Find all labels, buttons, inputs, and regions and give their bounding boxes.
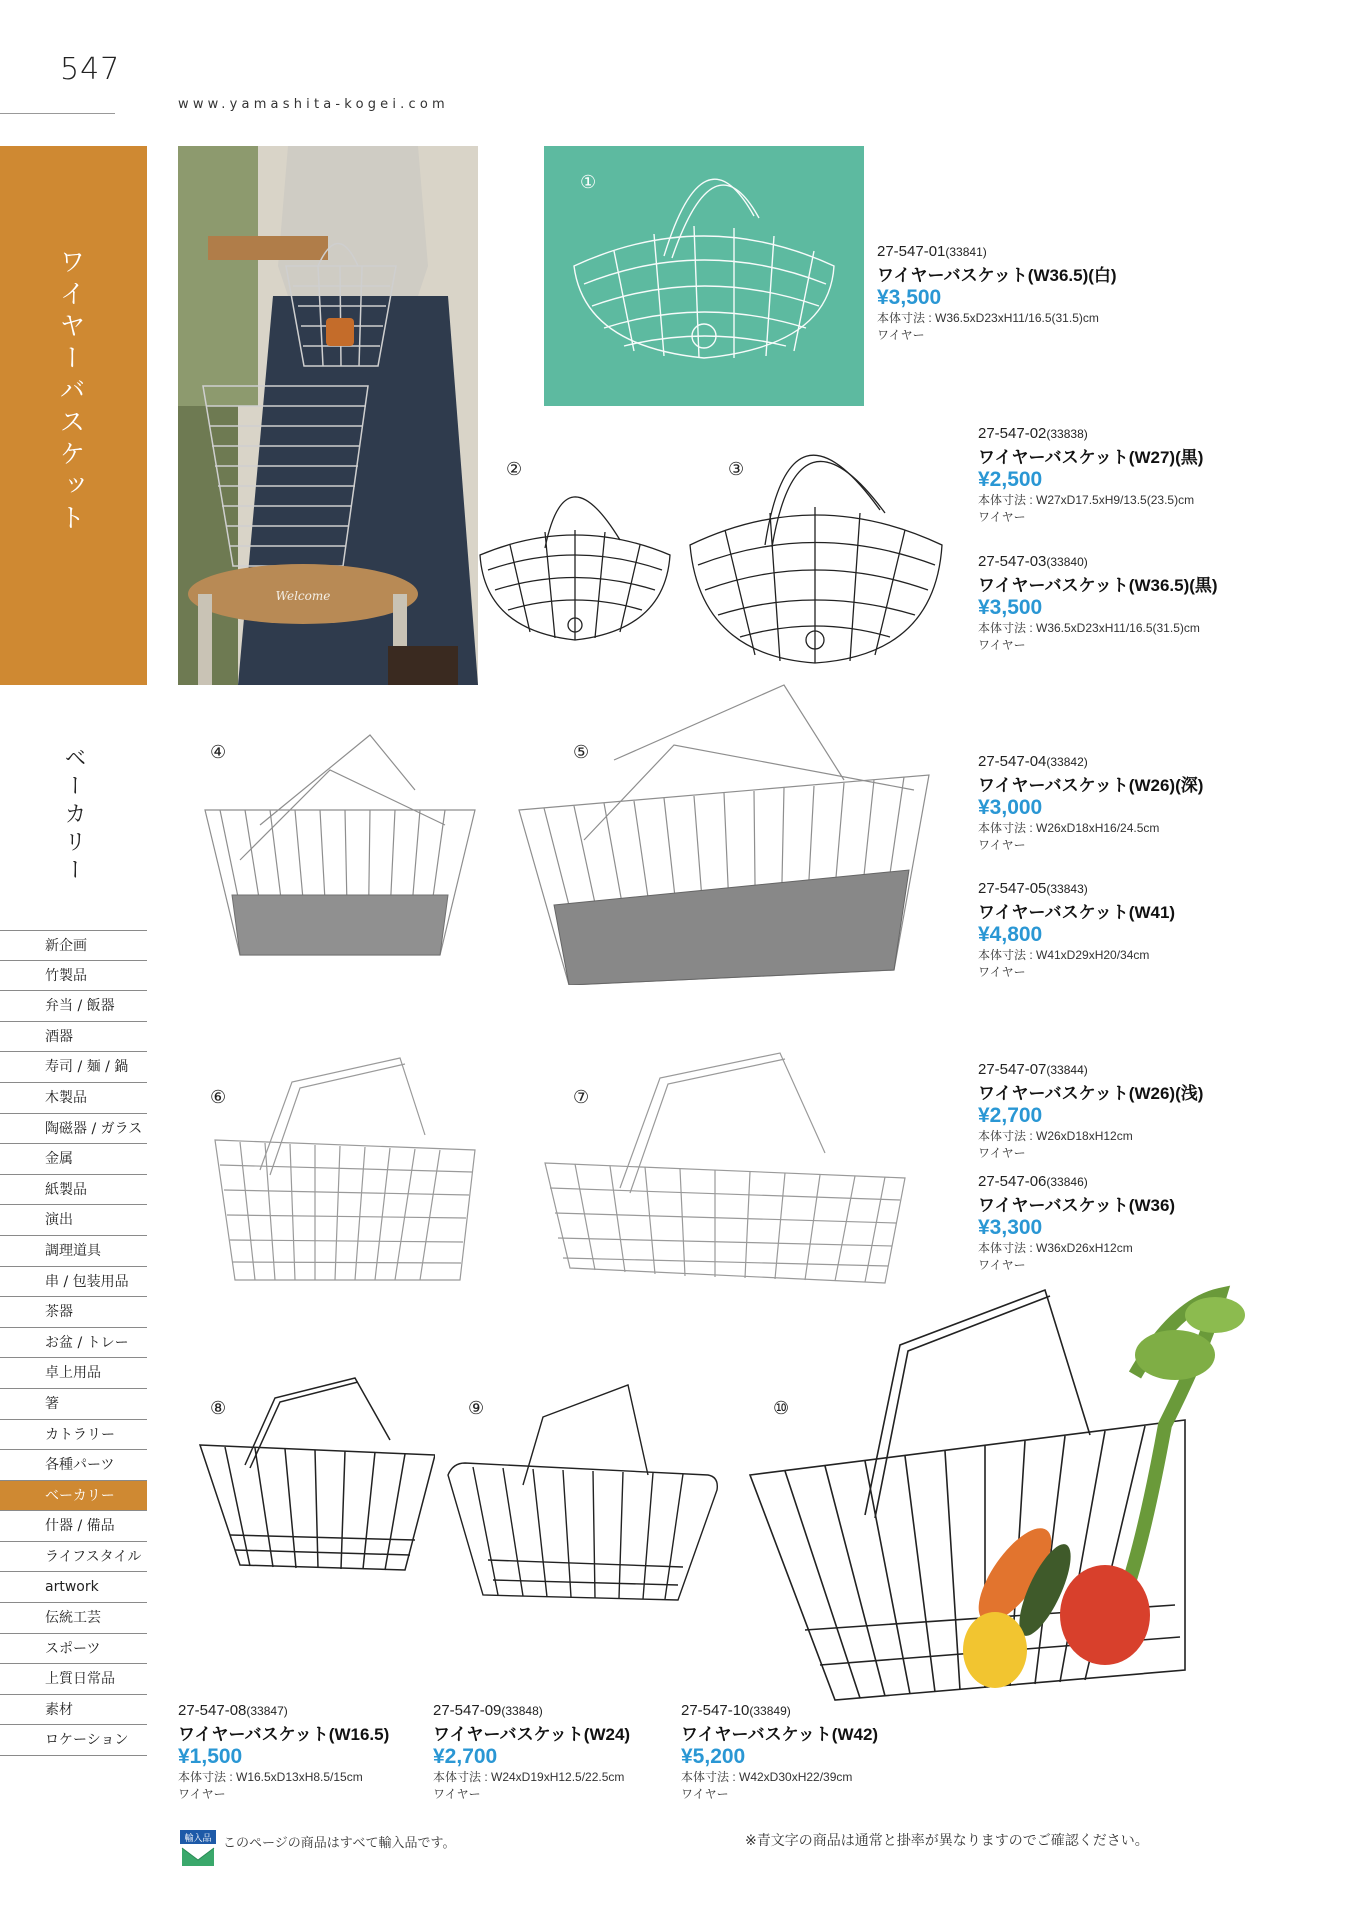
nav-item[interactable]: 串 / 包装用品 bbox=[0, 1267, 147, 1298]
page-number: 547 bbox=[60, 52, 121, 87]
product-code: 27-547-09 bbox=[433, 1702, 502, 1719]
product-info-1 bbox=[877, 243, 1117, 344]
nav-item[interactable]: 弁当 / 飯器 bbox=[0, 991, 147, 1022]
product-image-10 bbox=[745, 1285, 1295, 1705]
product-name: ワイヤーバスケット(W16.5) bbox=[178, 1725, 390, 1744]
nav-item[interactable]: 金属 bbox=[0, 1144, 147, 1175]
product-material: ワイヤー bbox=[877, 328, 925, 342]
product-price: ¥3,500 bbox=[877, 286, 942, 309]
product-spec: 本体寸法 : W27xD17.5xH9/13.5(23.5)cm bbox=[978, 493, 1195, 507]
product-marker-9: ⑨ bbox=[468, 1398, 485, 1419]
product-image-8 bbox=[195, 1370, 435, 1575]
header-divider bbox=[0, 113, 115, 114]
product-price: ¥5,200 bbox=[681, 1745, 746, 1768]
product-price: ¥3,500 bbox=[978, 596, 1043, 619]
product-marker-4: ④ bbox=[210, 742, 227, 763]
product-spec: 本体寸法 : W26xD18xH16/24.5cm bbox=[978, 821, 1160, 835]
product-spec: 本体寸法 : W42xD30xH22/39cm bbox=[681, 1770, 853, 1784]
product-code: 27-547-01 bbox=[877, 243, 946, 260]
product-spec: 本体寸法 : W36xD26xH12cm bbox=[978, 1241, 1133, 1255]
category-title: ワイヤーバスケット bbox=[55, 248, 85, 536]
nav-item[interactable]: 調理道具 bbox=[0, 1236, 147, 1267]
nav-item[interactable]: 什器 / 備品 bbox=[0, 1511, 147, 1542]
product-material: ワイヤー bbox=[433, 1787, 481, 1801]
product-name: ワイヤーバスケット(W41) bbox=[978, 903, 1176, 922]
product-material: ワイヤー bbox=[978, 838, 1026, 852]
product-image-3 bbox=[680, 405, 950, 665]
product-info-10 bbox=[681, 1702, 878, 1803]
product-code: 27-547-03 bbox=[978, 553, 1047, 570]
product-material: ワイヤー bbox=[978, 510, 1026, 524]
product-subcode: (33841) bbox=[945, 245, 987, 259]
nav-item[interactable]: 各種パーツ bbox=[0, 1450, 147, 1481]
nav-item[interactable]: 箸 bbox=[0, 1389, 147, 1420]
nav-item[interactable]: 新企画 bbox=[0, 930, 147, 961]
product-spec: 本体寸法 : W24xD19xH12.5/22.5cm bbox=[433, 1770, 625, 1784]
product-info-4 bbox=[978, 753, 1203, 854]
product-material: ワイヤー bbox=[978, 965, 1026, 979]
product-image-2 bbox=[470, 460, 680, 650]
product-name: ワイヤーバスケット(W42) bbox=[681, 1725, 879, 1744]
product-marker-3: ③ bbox=[728, 459, 745, 480]
product-info-5 bbox=[978, 880, 1175, 981]
import-badge-label: 輸入品 bbox=[184, 1834, 212, 1844]
nav-item[interactable]: 卓上用品 bbox=[0, 1358, 147, 1389]
product-name: ワイヤーバスケット(W24) bbox=[433, 1725, 631, 1744]
product-price: ¥1,500 bbox=[178, 1745, 243, 1768]
website-url[interactable]: www.yamashita-kogei.com bbox=[178, 97, 449, 112]
product-material: ワイヤー bbox=[978, 1258, 1026, 1272]
product-subcode: (33849) bbox=[749, 1704, 791, 1718]
product-name: ワイヤーバスケット(W26)(深) bbox=[978, 776, 1204, 795]
product-subcode: (33847) bbox=[246, 1704, 288, 1718]
product-spec: 本体寸法 : W41xD29xH20/34cm bbox=[978, 948, 1150, 962]
product-spec: 本体寸法 : W36.5xD23xH11/16.5(31.5)cm bbox=[877, 311, 1099, 325]
product-code: 27-547-02 bbox=[978, 425, 1047, 442]
category-nav bbox=[0, 930, 147, 1756]
product-subcode: (33838) bbox=[1046, 427, 1088, 441]
nav-item[interactable]: 木製品 bbox=[0, 1083, 147, 1114]
product-subcode: (33846) bbox=[1046, 1175, 1088, 1189]
product-marker-10: ⑩ bbox=[773, 1398, 790, 1419]
product-subcode: (33840) bbox=[1046, 555, 1088, 569]
nav-item[interactable]: 伝統工芸 bbox=[0, 1603, 147, 1634]
photo-stool-text: Welcome bbox=[275, 589, 331, 603]
product-price: ¥3,300 bbox=[978, 1216, 1043, 1239]
nav-item[interactable]: 竹製品 bbox=[0, 961, 147, 992]
nav-item[interactable]: お盆 / トレー bbox=[0, 1328, 147, 1359]
product-marker-7: ⑦ bbox=[573, 1087, 590, 1108]
product-material: ワイヤー bbox=[681, 1787, 729, 1801]
product-code: 27-547-04 bbox=[978, 753, 1047, 770]
nav-item[interactable]: スポーツ bbox=[0, 1634, 147, 1665]
product-code: 27-547-10 bbox=[681, 1702, 750, 1719]
nav-item-active[interactable]: ベーカリー bbox=[0, 1481, 147, 1512]
product-price: ¥2,700 bbox=[433, 1745, 498, 1768]
product-marker-2: ② bbox=[506, 459, 523, 480]
product-material: ワイヤー bbox=[178, 1787, 226, 1801]
nav-item[interactable]: 酒器 bbox=[0, 1022, 147, 1053]
product-material: ワイヤー bbox=[978, 638, 1026, 652]
nav-item[interactable]: artwork bbox=[0, 1572, 147, 1603]
section-title: ベーカリー bbox=[61, 746, 86, 886]
product-price: ¥2,500 bbox=[978, 468, 1043, 491]
nav-item[interactable]: 上質日常品 bbox=[0, 1664, 147, 1695]
nav-item[interactable]: 陶磁器 / ガラス bbox=[0, 1114, 147, 1145]
product-name: ワイヤーバスケット(W36.5)(黒) bbox=[978, 576, 1218, 595]
product-info-7 bbox=[978, 1061, 1203, 1162]
product-price: ¥4,800 bbox=[978, 923, 1043, 946]
nav-item[interactable]: 素材 bbox=[0, 1695, 147, 1726]
product-marker-8: ⑧ bbox=[210, 1398, 227, 1419]
product-code: 27-547-08 bbox=[178, 1702, 247, 1719]
nav-item[interactable]: カトラリー bbox=[0, 1420, 147, 1451]
product-subcode: (33842) bbox=[1046, 755, 1088, 769]
footer-price-note: ※青文字の商品は通常と掛率が異なりますのでご確認ください。 bbox=[745, 1833, 1149, 1849]
product-name: ワイヤーバスケット(W36) bbox=[978, 1196, 1176, 1215]
footer-import-note: このページの商品はすべて輸入品です。 bbox=[223, 1836, 456, 1851]
product-subcode: (33848) bbox=[501, 1704, 543, 1718]
nav-item[interactable]: ロケーション bbox=[0, 1725, 147, 1756]
lifestyle-photo bbox=[178, 146, 478, 685]
product-marker-5: ⑤ bbox=[573, 742, 590, 763]
product-image-5 bbox=[514, 680, 934, 985]
product-subcode: (33843) bbox=[1046, 882, 1088, 896]
product-code: 27-547-06 bbox=[978, 1173, 1047, 1190]
nav-item[interactable]: 紙製品 bbox=[0, 1175, 147, 1206]
nav-item[interactable]: ライフスタイル bbox=[0, 1542, 147, 1573]
product-image-7 bbox=[540, 1048, 910, 1288]
product-marker-1: ① bbox=[580, 172, 597, 193]
product-image-6 bbox=[210, 1050, 480, 1285]
product-info-8 bbox=[178, 1702, 389, 1803]
product-name: ワイヤーバスケット(W36.5)(白) bbox=[877, 266, 1117, 285]
product-info-2 bbox=[978, 425, 1203, 526]
product-code: 27-547-05 bbox=[978, 880, 1047, 897]
product-name: ワイヤーバスケット(W26)(浅) bbox=[978, 1084, 1204, 1103]
nav-item[interactable]: 茶器 bbox=[0, 1297, 147, 1328]
product-image-4 bbox=[200, 730, 480, 960]
product-subcode: (33844) bbox=[1046, 1063, 1088, 1077]
product-code: 27-547-07 bbox=[978, 1061, 1047, 1078]
product-info-6 bbox=[978, 1173, 1175, 1274]
product-spec: 本体寸法 : W16.5xD13xH8.5/15cm bbox=[178, 1770, 363, 1784]
product-material: ワイヤー bbox=[978, 1146, 1026, 1160]
product-spec: 本体寸法 : W26xD18xH12cm bbox=[978, 1129, 1133, 1143]
import-badge-icon bbox=[180, 1826, 216, 1870]
product-image-9 bbox=[443, 1375, 723, 1605]
product-info-3 bbox=[978, 553, 1218, 654]
product-marker-6: ⑥ bbox=[210, 1087, 227, 1108]
product-price: ¥2,700 bbox=[978, 1104, 1043, 1127]
product-price: ¥3,000 bbox=[978, 796, 1043, 819]
product-name: ワイヤーバスケット(W27)(黒) bbox=[978, 448, 1204, 467]
nav-item[interactable]: 演出 bbox=[0, 1205, 147, 1236]
nav-item[interactable]: 寿司 / 麺 / 鍋 bbox=[0, 1052, 147, 1083]
product-info-9 bbox=[433, 1702, 630, 1803]
product-spec: 本体寸法 : W36.5xD23xH11/16.5(31.5)cm bbox=[978, 621, 1200, 635]
